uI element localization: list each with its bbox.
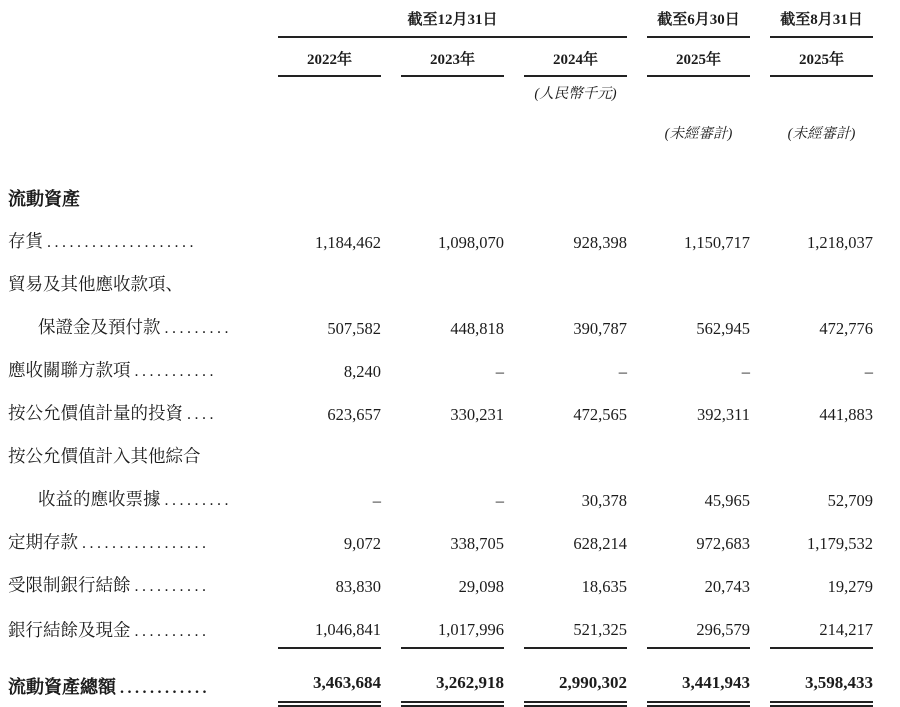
year-header-2022: 2022年	[278, 38, 381, 77]
year-header-2024: 2024年	[524, 38, 627, 77]
row-label: 收益的應收票據 .........	[38, 489, 232, 509]
cell-value: 472,565	[573, 405, 627, 424]
header-empty-cell	[8, 0, 258, 38]
leader-dots: ....	[187, 406, 217, 423]
row-label: 定期存款 .................	[8, 532, 210, 552]
cell-value: 30,378	[581, 491, 627, 510]
unaudited-note-aug: (未經審計)	[787, 126, 856, 142]
header-period-row	[8, 0, 873, 38]
cell-value: –	[864, 362, 873, 381]
leader-dots: ..........	[134, 623, 210, 640]
cell-value: 1,179,532	[807, 534, 873, 553]
cell-value	[278, 432, 381, 475]
section-header-row	[8, 173, 873, 217]
cell-value: 20,743	[704, 577, 750, 596]
table-row	[8, 475, 873, 518]
cell-value: 928,398	[573, 233, 627, 252]
cell-value: 972,683	[696, 534, 750, 553]
cell-value: 214,217	[770, 604, 873, 649]
leader-dots: .........	[164, 492, 232, 509]
cell-value: 330,231	[450, 405, 504, 424]
table-row	[8, 432, 873, 475]
spacer-row	[8, 149, 873, 173]
cell-value: 392,311	[696, 405, 750, 424]
cell-value: 83,830	[335, 577, 381, 596]
cell-value	[647, 260, 750, 303]
period-group-dec31: 截至12月31日	[278, 0, 627, 38]
cell-value	[524, 260, 627, 303]
cell-value: –	[372, 491, 381, 510]
cell-value: 19,279	[827, 577, 873, 596]
table-row	[8, 604, 873, 649]
total-value: 2,990,302	[524, 649, 627, 707]
cell-value: 1,184,462	[315, 233, 381, 252]
cell-value: 1,098,070	[438, 233, 504, 252]
row-label: 銀行結餘及現金 ..........	[8, 620, 210, 640]
row-label: 貿易及其他應收款項、	[8, 274, 183, 294]
table-row	[8, 303, 873, 346]
row-label: 按公允價值計入其他綜合	[8, 446, 201, 466]
period-group-jun30: 截至6月30日	[647, 0, 750, 38]
period-group-aug31: 截至8月31日	[770, 0, 873, 38]
row-label: 保證金及預付款 .........	[38, 317, 232, 337]
total-value: 3,441,943	[647, 649, 750, 707]
total-label: 流動資產總額 ............	[8, 677, 210, 697]
cell-value	[278, 260, 381, 303]
currency-note: (人民幣千元)	[534, 86, 617, 102]
cell-value: 472,776	[819, 319, 873, 338]
table-row	[8, 389, 873, 432]
cell-value: 390,787	[573, 319, 627, 338]
year-header-2023: 2023年	[401, 38, 504, 77]
cell-value: 1,017,996	[401, 604, 504, 649]
leader-dots: .........	[164, 320, 232, 337]
cell-value	[401, 260, 504, 303]
cell-value	[770, 260, 873, 303]
leader-dots: ..........	[134, 578, 210, 595]
cell-value: 29,098	[458, 577, 504, 596]
cell-value: –	[741, 362, 750, 381]
cell-value: 8,240	[343, 362, 381, 381]
cell-value	[647, 432, 750, 475]
table-row	[8, 518, 873, 561]
cell-value: 507,582	[327, 319, 381, 338]
cell-value: 9,072	[343, 534, 381, 553]
leader-dots: ....................	[47, 234, 197, 251]
row-label: 受限制銀行結餘 ..........	[8, 575, 210, 595]
total-row	[8, 649, 873, 707]
cell-value: 521,325	[524, 604, 627, 649]
cell-value: 1,150,717	[684, 233, 750, 252]
leader-dots: .................	[82, 535, 210, 552]
cell-value: –	[495, 362, 504, 381]
row-label: 存貨 ....................	[8, 231, 197, 251]
unaudited-note-jun: (未經審計)	[664, 126, 733, 142]
currency-note-row	[8, 77, 873, 105]
row-label: 按公允價值計量的投資 ....	[8, 403, 217, 423]
total-value: 3,598,433	[770, 649, 873, 707]
total-value: 3,262,918	[401, 649, 504, 707]
year-header-2025-jun: 2025年	[647, 38, 750, 77]
cell-value: 448,818	[450, 319, 504, 338]
table-row	[8, 260, 873, 303]
year-header-2025-aug: 2025年	[770, 38, 873, 77]
header-empty-cell	[8, 38, 258, 77]
cell-value: 1,218,037	[807, 233, 873, 252]
cell-value: 18,635	[581, 577, 627, 596]
unaudited-note-row	[8, 105, 873, 149]
table-row	[8, 346, 873, 389]
cell-value	[770, 432, 873, 475]
header-year-row	[8, 38, 873, 77]
cell-value: 296,579	[647, 604, 750, 649]
cell-value: 338,705	[450, 534, 504, 553]
cell-value: 441,883	[819, 405, 873, 424]
leader-dots: ...........	[134, 363, 217, 380]
cell-value: 562,945	[696, 319, 750, 338]
cell-value: –	[495, 491, 504, 510]
total-value: 3,463,684	[278, 649, 381, 707]
table-row	[8, 217, 873, 260]
section-header: 流動資產	[8, 189, 80, 209]
row-label: 應收關聯方款項 ...........	[8, 360, 217, 380]
cell-value: 628,214	[573, 534, 627, 553]
leader-dots: ............	[120, 680, 210, 697]
table-row	[8, 561, 873, 604]
cell-value	[524, 432, 627, 475]
cell-value: 45,965	[704, 491, 750, 510]
cell-value: –	[618, 362, 627, 381]
cell-value: 623,657	[327, 405, 381, 424]
cell-value: 52,709	[827, 491, 873, 510]
cell-value	[401, 432, 504, 475]
cell-value: 1,046,841	[278, 604, 381, 649]
